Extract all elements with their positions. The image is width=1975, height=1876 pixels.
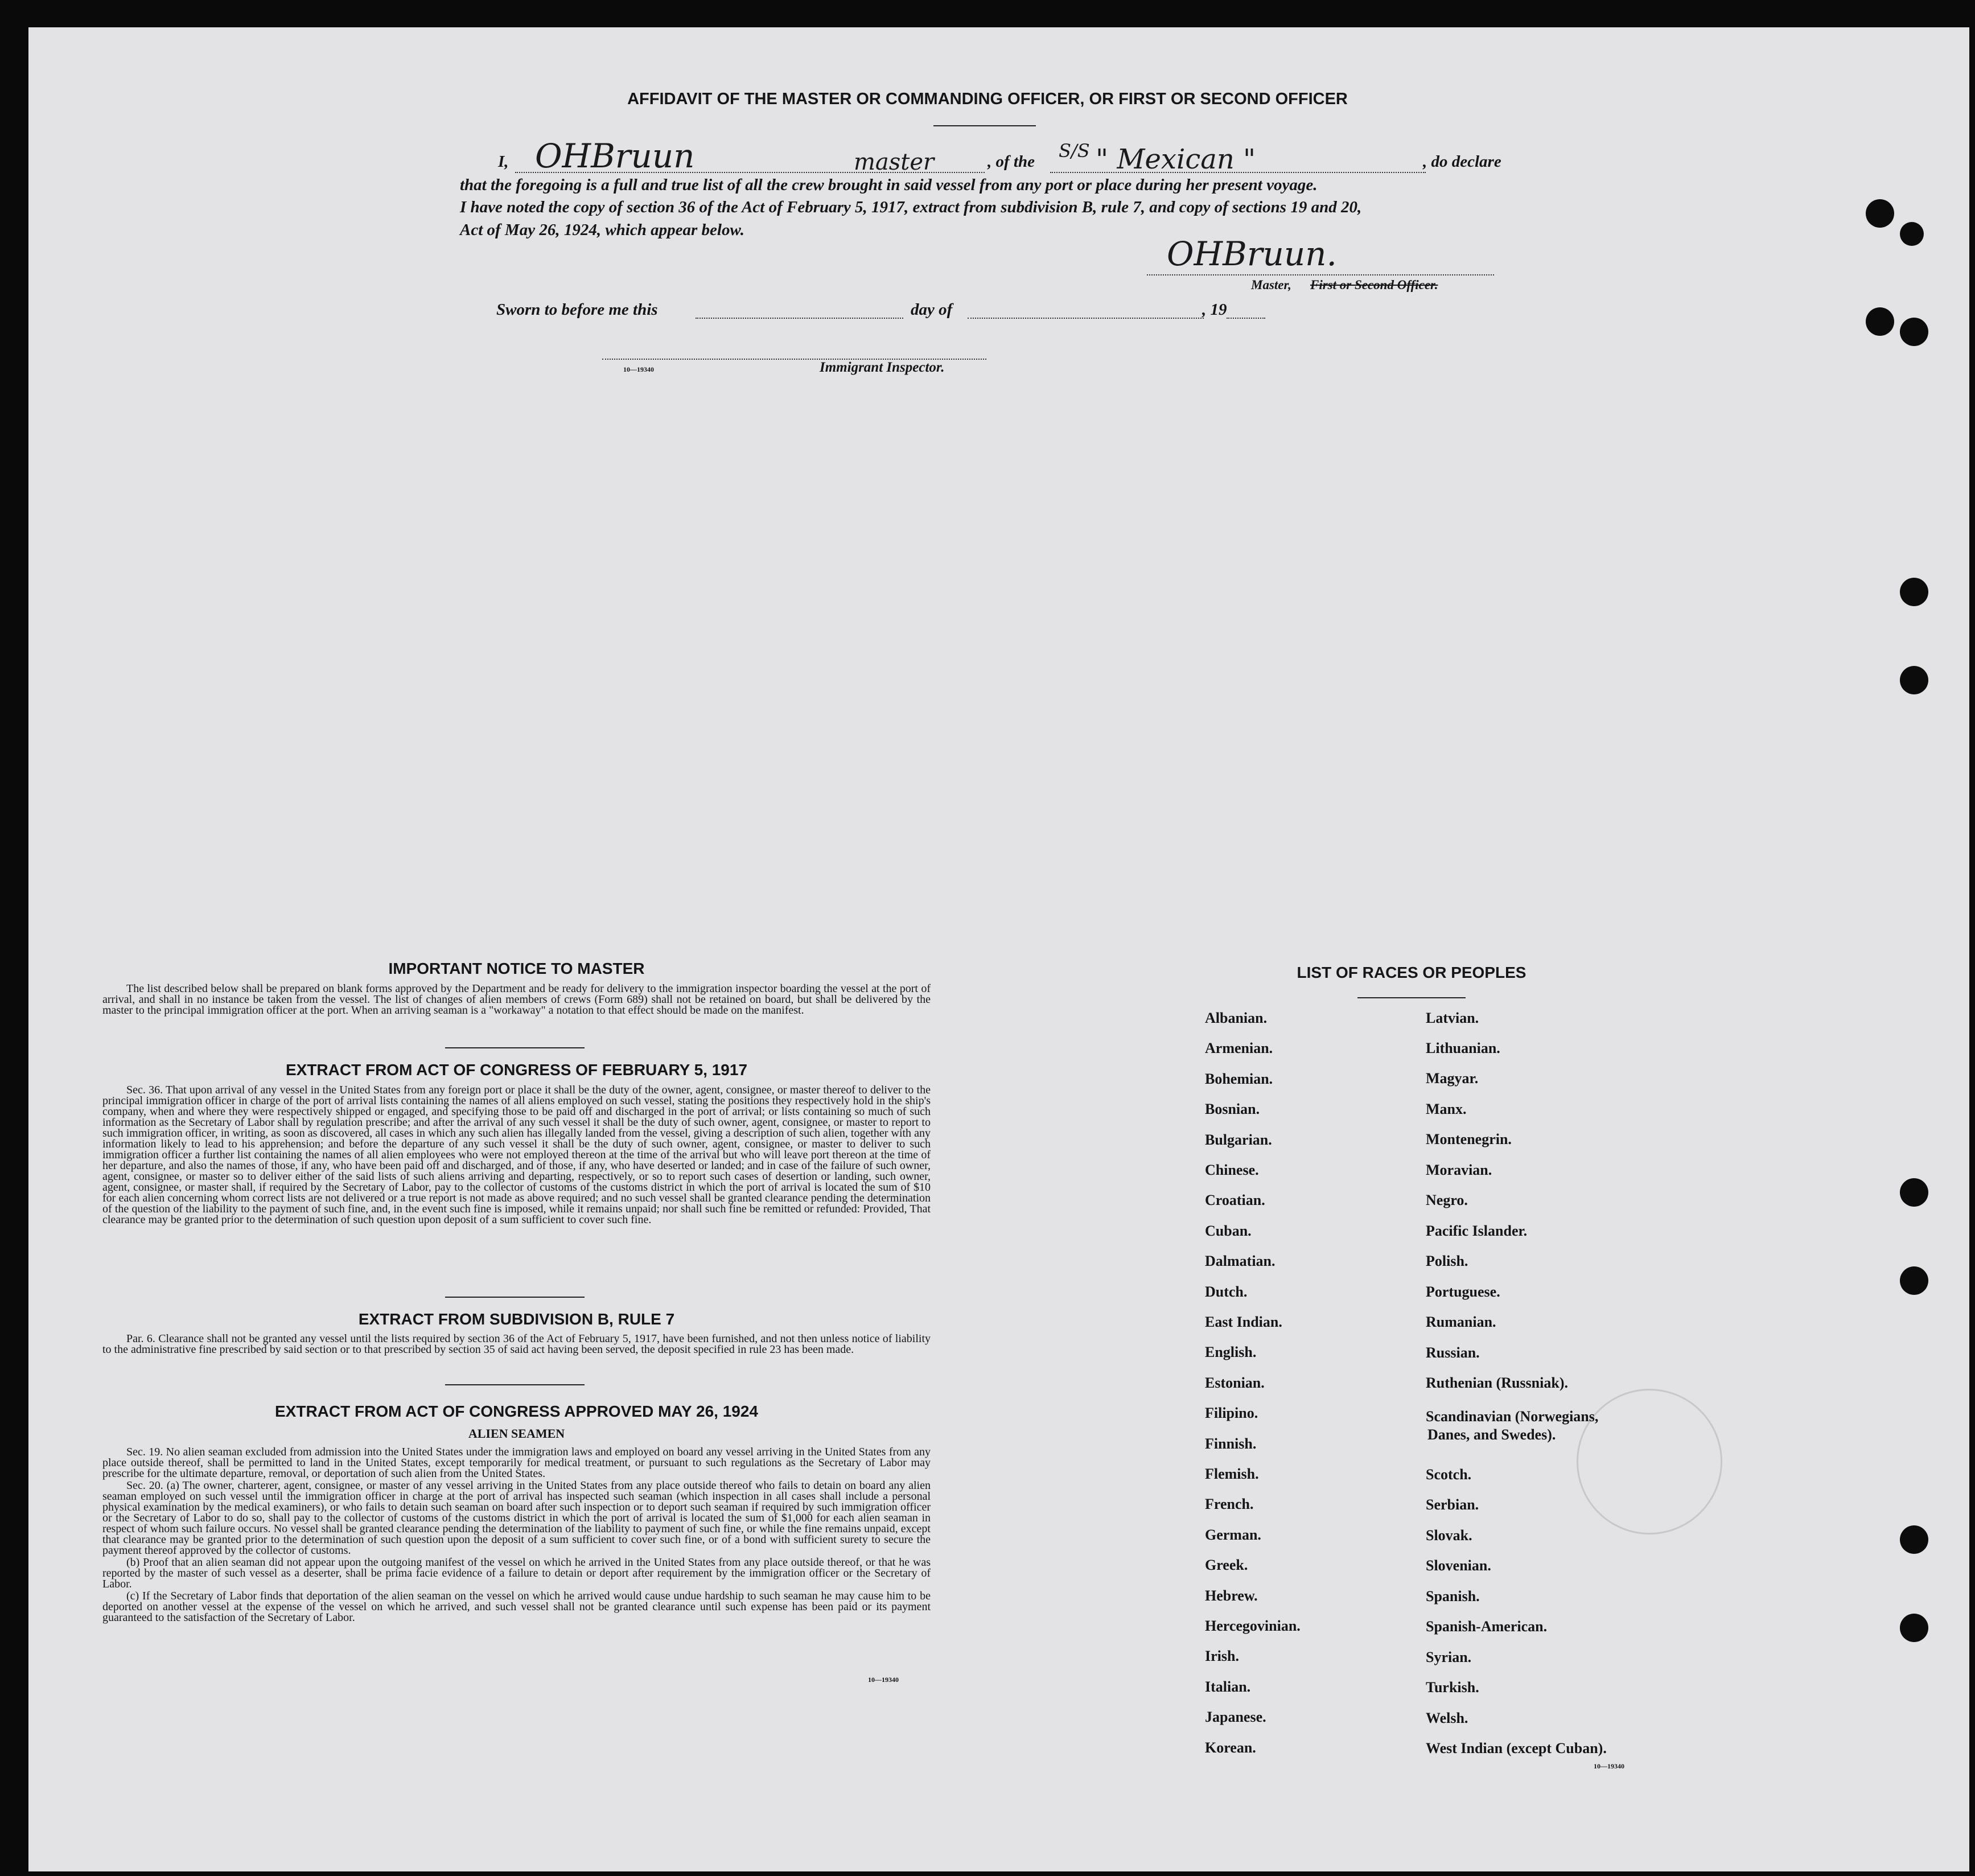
race-item: Armenian. bbox=[1205, 1040, 1273, 1057]
race-item: Italian. bbox=[1205, 1678, 1251, 1695]
struck-officer-label: First or Second Officer. bbox=[1310, 278, 1438, 292]
race-item: Latvian. bbox=[1426, 1010, 1479, 1026]
race-item: Magyar. bbox=[1426, 1070, 1479, 1087]
race-item: Dalmatian. bbox=[1205, 1253, 1275, 1270]
race-item: Slovak. bbox=[1426, 1527, 1472, 1544]
punch-hole bbox=[1866, 307, 1894, 336]
punch-hole bbox=[1900, 578, 1928, 606]
alien-seamen-subtitle: ALIEN SEAMEN bbox=[468, 1426, 565, 1441]
race-item: Bohemian. bbox=[1205, 1070, 1273, 1087]
race-item: Russian. bbox=[1426, 1344, 1480, 1361]
race-item: Hebrew. bbox=[1205, 1587, 1258, 1604]
vessel-name: " Mexican " bbox=[1096, 143, 1256, 175]
race-item: Portuguese. bbox=[1426, 1283, 1500, 1300]
race-item: Rumanian. bbox=[1426, 1314, 1496, 1330]
race-item: Lithuanian. bbox=[1426, 1040, 1500, 1056]
race-item: Negro. bbox=[1426, 1192, 1468, 1208]
race-item: Korean. bbox=[1205, 1739, 1256, 1756]
race-item: Irish. bbox=[1205, 1648, 1239, 1665]
punch-hole bbox=[1900, 1614, 1928, 1642]
i-label: I, bbox=[498, 153, 509, 171]
punch-hole bbox=[1900, 1266, 1928, 1295]
race-item: Japanese. bbox=[1205, 1709, 1266, 1726]
par-6-paragraph: Par. 6. Clearance shall not be granted any vessel until the lists required by section 36 of the Act of February 5, 1917, have been furnished, and not then unless notice of liability to the administrative fine prescribed by said section or to that prescribed by section 35 of said act having been served, the deposit specified in rule 23 has been made. bbox=[102, 1332, 931, 1356]
race-item: Moravian. bbox=[1426, 1162, 1492, 1178]
sec-20a-paragraph: Sec. 20. (a) The owner, charterer, agent, consignee, or master of any vessel arriving in the United States from any place outside thereof who fails to detain on board any alien seaman employed on such vessel until the immigration officer in charge at the port of arrival has inspected such seaman (which inspection in all cases shall include a personal physical examination by the medical examiners), or who fails to detain such seaman on board after such inspection or to deport such seaman if required by such immigration officer or the Secretary of Labor to do so, shall pay to the collector of customs of the customs district in which the port of arrival is located the sum of $1,000 for each alien seaman in respect of whom such failure occurs. No vessel shall be granted clearance pending the determination of the liability to payment of such fine, or while the fine remains unpaid, except that clearance may be granted prior to the determination of such question upon the deposit of a sum sufficient to cover such fine, or of a bond with sufficient surety to secure the payment thereof approved by the collector of customs. bbox=[102, 1479, 931, 1557]
divider bbox=[1357, 997, 1466, 998]
form-number: 10—19340 bbox=[623, 365, 654, 373]
notice-text bbox=[102, 984, 931, 1017]
race-item: Syrian. bbox=[1426, 1649, 1472, 1665]
race-item: Turkish. bbox=[1426, 1679, 1479, 1696]
extract-1924-title: EXTRACT FROM ACT OF CONGRESS APPROVED MAY 26, 1924 bbox=[275, 1402, 758, 1420]
race-item: Ruthenian (Russniak). bbox=[1426, 1375, 1568, 1391]
year-label: , 19 bbox=[1202, 301, 1227, 319]
master-label: Master, bbox=[1251, 278, 1291, 292]
race-item: Scotch. bbox=[1426, 1466, 1472, 1483]
divider bbox=[445, 1384, 585, 1385]
race-item: Bulgarian. bbox=[1205, 1131, 1272, 1148]
punch-hole bbox=[1866, 199, 1894, 228]
race-item: Greek. bbox=[1205, 1557, 1248, 1574]
faded-stamp bbox=[1577, 1389, 1722, 1534]
race-item: Estonian. bbox=[1205, 1374, 1265, 1391]
punch-hole bbox=[1900, 222, 1924, 246]
race-item: Montenegrin. bbox=[1426, 1131, 1512, 1147]
notice-paragraph: The list described below shall be prepared on blank forms approved by the Department and be ready for delivery to the immigration inspector boarding the vessel at the port of arrival, and shall in no instance be taken from the vessel. The list of changes of alien members of crews (Form 689) shall not be retained on board, but shall be delivered by the master to the principal immigration officer at the port. When an arriving seaman is a "workaway" a notation to that effect should be made on the manifest. bbox=[102, 982, 931, 1017]
race-item: Cuban. bbox=[1205, 1222, 1252, 1239]
race-item: Manx. bbox=[1426, 1101, 1467, 1117]
divider bbox=[933, 125, 1036, 126]
vessel-prefix: S/S bbox=[1059, 140, 1090, 162]
day-of-label: day of bbox=[911, 301, 953, 319]
race-item: Scandinavian (Norwegians, bbox=[1426, 1408, 1599, 1425]
punch-hole bbox=[1900, 1525, 1928, 1554]
punch-hole bbox=[1900, 666, 1928, 694]
affidavit-line-2: that the foregoing is a full and true list of all the crew brought in said vessel from any port or place during her present voyage. bbox=[460, 176, 1318, 194]
signature-line bbox=[1147, 274, 1494, 275]
race-item: Croatian. bbox=[1205, 1192, 1265, 1209]
race-item: English. bbox=[1205, 1344, 1257, 1361]
affidavit-line-4: Act of May 26, 1924, which appear below. bbox=[460, 221, 744, 239]
notice-title: IMPORTANT NOTICE TO MASTER bbox=[388, 960, 645, 977]
race-item: Spanish. bbox=[1426, 1588, 1480, 1605]
race-item: Bosnian. bbox=[1205, 1101, 1260, 1118]
do-declare-label: , do declare bbox=[1423, 153, 1501, 171]
rank-handwritten: master bbox=[854, 149, 935, 175]
sworn-date-line bbox=[696, 318, 903, 319]
race-item: Polish. bbox=[1426, 1253, 1468, 1269]
race-item: Welsh. bbox=[1426, 1710, 1468, 1726]
affidavit-title: AFFIDAVIT OF THE MASTER OR COMMANDING OFFICER, OR FIRST OR SECOND OFFICER bbox=[627, 90, 1348, 108]
race-item: Hercegovinian. bbox=[1205, 1618, 1301, 1634]
punch-hole bbox=[1900, 318, 1928, 346]
race-item: Flemish. bbox=[1205, 1466, 1259, 1482]
rule-7-title: EXTRACT FROM SUBDIVISION B, RULE 7 bbox=[358, 1310, 675, 1328]
extract-1917-text bbox=[102, 1085, 931, 1227]
race-item: East Indian. bbox=[1205, 1314, 1282, 1330]
race-item: French. bbox=[1205, 1496, 1254, 1513]
master-signature: OHBruun bbox=[535, 137, 695, 175]
month-line bbox=[968, 318, 1204, 319]
race-item: Filipino. bbox=[1205, 1405, 1258, 1422]
sec-19-paragraph: Sec. 19. No alien seaman excluded from admission into the United States under the immigration laws and employed on board any vessel arriving in the United States from any place outside thereof, shall be permitted to land in the United States, except temporarily for medical treatment, or pursuant to such regulations as the Secretary of Labor may prescribe for the ultimate departure, removal, or deportation of such alien from the United States. bbox=[102, 1446, 931, 1480]
sec-20c-paragraph: (c) If the Secretary of Labor finds that deportation of the alien seaman on the vessel on which he arrived would cause undue hardship to such seaman he may cause him to be deported on another vessel at the expense of the vessel on which he arrived, and such vessel shall not be granted clearance until such expense has been paid or its payment guaranteed to the satisfaction of the Secretary of Labor. bbox=[102, 1590, 931, 1624]
extract-1924-text bbox=[102, 1447, 931, 1624]
officer-signature: OHBruun. bbox=[1167, 234, 1337, 273]
race-item: Dutch. bbox=[1205, 1283, 1248, 1300]
race-item: Danes, and Swedes). bbox=[1427, 1426, 1556, 1443]
race-item: Serbian. bbox=[1426, 1496, 1479, 1513]
race-item: Slovenian. bbox=[1426, 1557, 1491, 1574]
race-item: Chinese. bbox=[1205, 1162, 1259, 1178]
sec-20b-paragraph: (b) Proof that an alien seaman did not appear upon the outgoing manifest of the vessel on which he arrived in the United States from any place outside thereof, or that he was reported by the master of such vessel as a deserter, shall be prima facie evidence of a failure to detain or deport after requirement by the immigration officer or the Secretary of Labor. bbox=[102, 1556, 931, 1590]
sec-36-paragraph: Sec. 36. That upon arrival of any vessel in the United States from any foreign port or place it shall be the duty of the owner, agent, consignee, or master thereof to deliver to the principal immigration officer in charge of the port of arrival lists containing the names of all aliens employed on such vessel, stating the positions they respectively hold in the ship's company, when and where they were respectively shipped or engaged, and specifying those to be paid off and discharged in the port of arrival; or lists containing so much of such information as the Secretary of Labor shall by regulation prescribe; and after the arrival of any such vessel it shall be the duty of such owner, agent, consignee, or master to report to such immigration officer, in writing, as soon as discovered, all cases in which any such alien has illegally landed from the vessel, giving a description of such alien, together with any information likely to lead to his apprehension; and before the departure of any such vessel it shall be the duty of such owner, agent, consignee, or master to deliver to such immigration officer a further list containing the names of all alien employees who were not employed thereon at the time of the arrival but who will leave port thereon at the time of her departure, and also the names of those, if any, who have been paid off and discharged, and of those, if any, who have deserted or landed; and in case of the failure of such owner, agent, consignee, or master so to deliver either of the said lists of such aliens arriving and departing, respectively, or so to report such cases of desertion or landing, such owner, agent, consignee, or master shall, if required by the Secretary of Labor, pay to the collector of customs of the customs district in which the port of arrival is located the sum of $10 for each alien concerning whom correct lists are not delivered or a true report is not made as above required; and no such vessel shall be granted clearance pending the determination of the question of the liability to the payment of such fine, and, in the event such fine is imposed, while it remains unpaid; nor shall such fine be remitted or refunded: Provided, That clearance may be granted prior to the determination of such question upon deposit of a sum sufficient to cover such fine. bbox=[102, 1084, 931, 1226]
race-item: German. bbox=[1205, 1526, 1261, 1543]
form-number: 10—19340 bbox=[1594, 1762, 1624, 1770]
affidavit-line-3: I have noted the copy of section 36 of the Act of February 5, 1917, extract from subdivision B, rule 7, and copy of sections 19 and 20, bbox=[460, 198, 1362, 216]
punch-hole bbox=[1900, 1178, 1928, 1207]
divider bbox=[445, 1297, 585, 1298]
of-the-label: , of the bbox=[988, 153, 1035, 171]
extract-1917-title: EXTRACT FROM ACT OF CONGRESS OF FEBRUARY 5, 1917 bbox=[285, 1061, 748, 1079]
year-line bbox=[1227, 318, 1265, 319]
race-item: West Indian (except Cuban). bbox=[1426, 1740, 1607, 1756]
sworn-label: Sworn to before me this bbox=[496, 301, 658, 319]
race-item: Spanish-American. bbox=[1426, 1618, 1548, 1635]
race-item: Finnish. bbox=[1205, 1435, 1257, 1452]
rule-7-text bbox=[102, 1334, 931, 1356]
race-item: Pacific Islander. bbox=[1426, 1223, 1528, 1239]
races-title: LIST OF RACES OR PEOPLES bbox=[1297, 964, 1526, 981]
form-number: 10—19340 bbox=[868, 1676, 899, 1684]
race-item: Albanian. bbox=[1205, 1010, 1268, 1026]
inspector-label: Immigrant Inspector. bbox=[820, 360, 945, 375]
divider bbox=[445, 1047, 585, 1048]
